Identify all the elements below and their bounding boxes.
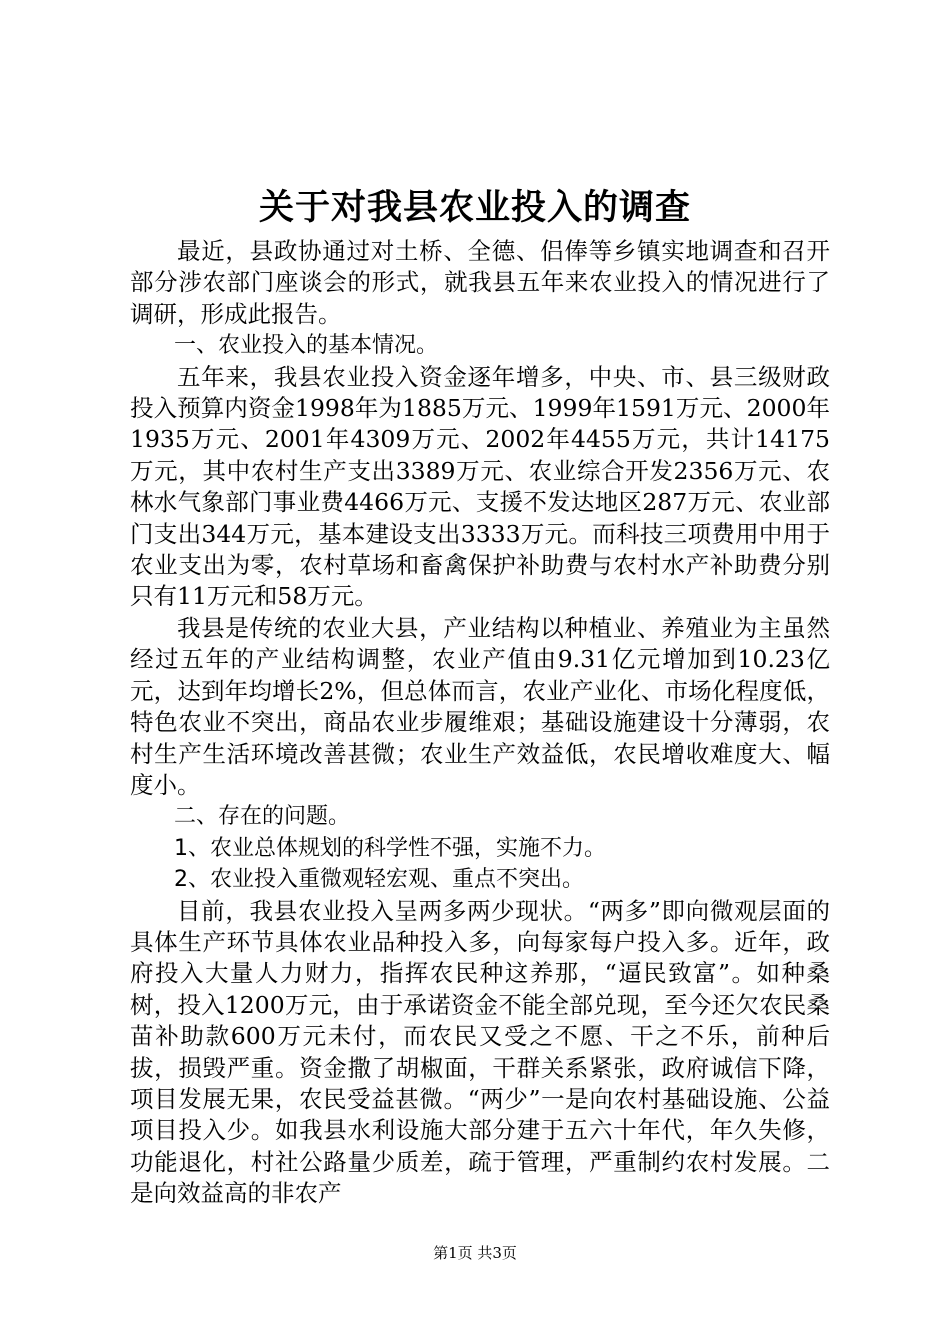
subheading-2: 2、农业投入重微观轻宏观、重点不突出。 bbox=[174, 867, 584, 893]
document-title: 关于对我县农业投入的调查 bbox=[258, 187, 691, 228]
paragraph-investment-figures: 五年来，我县农业投入资金逐年增多，中央、市、县三级财政投入预算内资金1998年为1885万元、1999年1591万元、2000年1935万元、2001年4309万元、2002年4455万元，共计14175万元，其中农村生产支出3389万元、农业综合开发2356万元、农林水气象部门事业费4466万元、支援不发达地区287万元、农业部门支出344万元，基本建设支出3333万元。而科技三项费用中用于农业支出为零，农村草场和畜禽保护补助费与农村水产补助费分别只有11万元和58万元。 bbox=[130, 362, 830, 611]
paragraph-two-more-two-less: 目前，我县农业投入呈两多两少现状。“两多”即向微观层面的具体生产环节具体农业品种投入多，向每家每户投入多。近年，政府投入大量人力财力，指挥农民种这养那，“逼民致富”。如种桑树，投入1200万元，由于承诺资金不能全部兑现，至今还欠农民桑苗补助款600万元未付，而农民又受之不愿、干之不乐，前种后拔，损毁严重。资金撒了胡椒面，干群关系紧张，政府诚信下降，项目发展无果，农民受益甚微。“两少”一是向农村基础设施、公益项目投入少。如我县水利设施大部分建于五六十年代，年久失修，功能退化，村社公路量少质差，疏于管理，严重制约农村发展。二是向效益高的非农产 bbox=[130, 896, 830, 1208]
page-footer: 第1页 共3页 bbox=[433, 1244, 517, 1262]
subheading-1: 1、农业总体规划的科学性不强，实施不力。 bbox=[174, 835, 606, 861]
paragraph-intro: 最近，县政协通过对土桥、全德、侣俸等乡镇实地调查和召开部分涉农部门座谈会的形式，就我县五年来农业投入的情况进行了调研，形成此报告。 bbox=[130, 237, 830, 328]
paragraph-agriculture-county: 我县是传统的农业大县，产业结构以种植业、养殖业为主虽然经过五年的产业结构调整，农业产值由9.31亿元增加到10.23亿元，达到年均增长2%，但总体而言，农业产业化、市场化程度低，特色农业不突出，商品农业步履维艰；基础设施建设十分薄弱，农村生产生活环境改善甚微；农业生产效益低，农民增收难度大、幅度小。 bbox=[130, 613, 830, 799]
document-body bbox=[130, 236, 830, 1210]
section-heading-1: 一、农业投入的基本情况。 bbox=[174, 333, 439, 359]
section-heading-2: 二、存在的问题。 bbox=[174, 804, 351, 830]
